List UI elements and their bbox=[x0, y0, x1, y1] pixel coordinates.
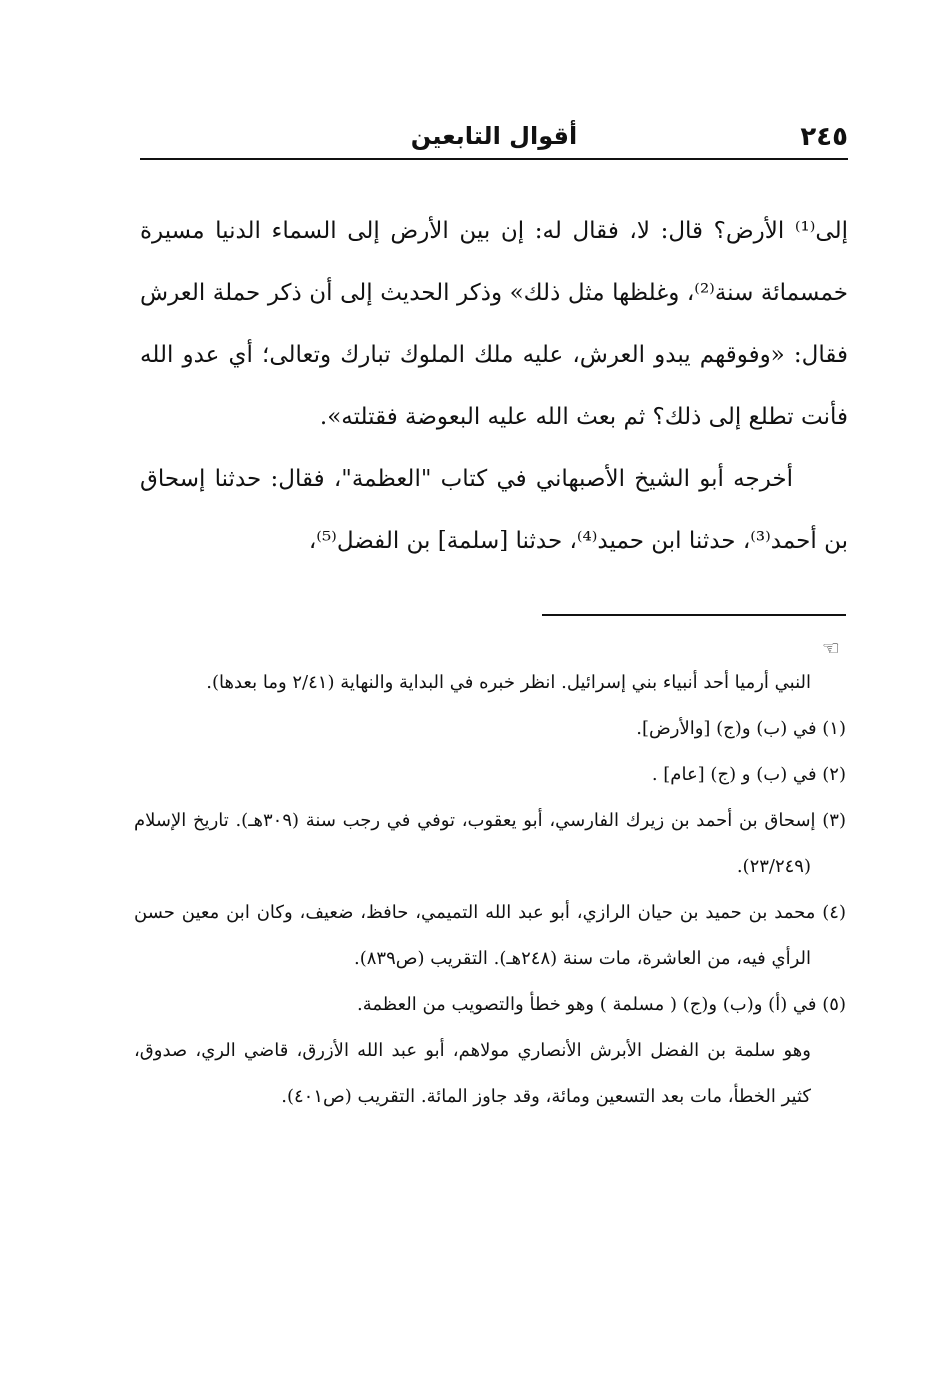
continuation-mark-icon: ☜ bbox=[822, 636, 840, 660]
page-header bbox=[140, 118, 848, 158]
footnotes bbox=[134, 660, 846, 1120]
footnote-separator bbox=[542, 614, 846, 616]
footnote-3: (٣) إسحاق بن أحمد بن زيرك الفارسي، أبو يعقوب، توفي في رجب سنة (٣٠٩هـ). تاريخ الإسلام (٢٣/٢٤٩). bbox=[134, 810, 846, 877]
footnote-continued: النبي أرميا أحد أنبياء بني إسرائيل. انظر خبره في البداية والنهاية (٢/٤١ وما بعدها). bbox=[206, 672, 811, 693]
paragraph: أخرجه أبو الشيخ الأصبهاني في كتاب "العظمة"، فقال: حدثنا إسحاق بن أحمد⁽³⁾، حدثنا ابن حميد⁽⁴⁾، حدثنا [سلمة] بن الفضل⁽⁵⁾، bbox=[140, 466, 848, 554]
footnote-5: (٥) في (أ) و(ب) و(ج) ( مسلمة ) وهو خطأ والتصويب من العظمة. bbox=[357, 994, 846, 1015]
main-text bbox=[140, 200, 848, 572]
footnote-4: (٤) محمد بن حميد بن حيان الرازي، أبو عبد الله التميمي، حافظ، ضعيف، وكان ابن معين حسن الرأي فيه، من العاشرة، مات سنة (٢٤٨هـ). التقريب (ص٨٣٩). bbox=[134, 902, 846, 969]
running-title: أقوال التابعين bbox=[410, 122, 578, 150]
footnote-1: (١) في (ب) و(ج) [والأرض]. bbox=[636, 718, 846, 739]
header-rule bbox=[140, 158, 848, 160]
footnote-2: (٢) في (ب) و (ج) [عام] . bbox=[651, 764, 846, 785]
paragraph: إلى⁽¹⁾ الأرض؟ قال: لا، فقال له: إن بين الأرض إلى السماء الدنيا مسيرة خمسمائة سنة⁽²⁾، وغلظها مثل ذلك» وذكر الحديث إلى أن ذكر حملة العرش فقال: «وفوقهم يبدو العرش، عليه ملك الملوك تبارك وتعالى؛ أي عدو الله فأنت تطلع إلى ذلك؟ ثم بعث الله عليه البعوضة فقتلته». bbox=[140, 218, 848, 430]
footnote-5-continued: وهو سلمة بن الفضل الأبرش الأنصاري مولاهم، أبو عبد الله الأزرق، قاضي الري، صدوق، كثير الخطأ، مات بعد التسعين ومائة، وقد جاوز المائة. التقريب (ص٤٠١). bbox=[134, 1040, 811, 1107]
page-number: ٢٤٥ bbox=[800, 122, 848, 152]
